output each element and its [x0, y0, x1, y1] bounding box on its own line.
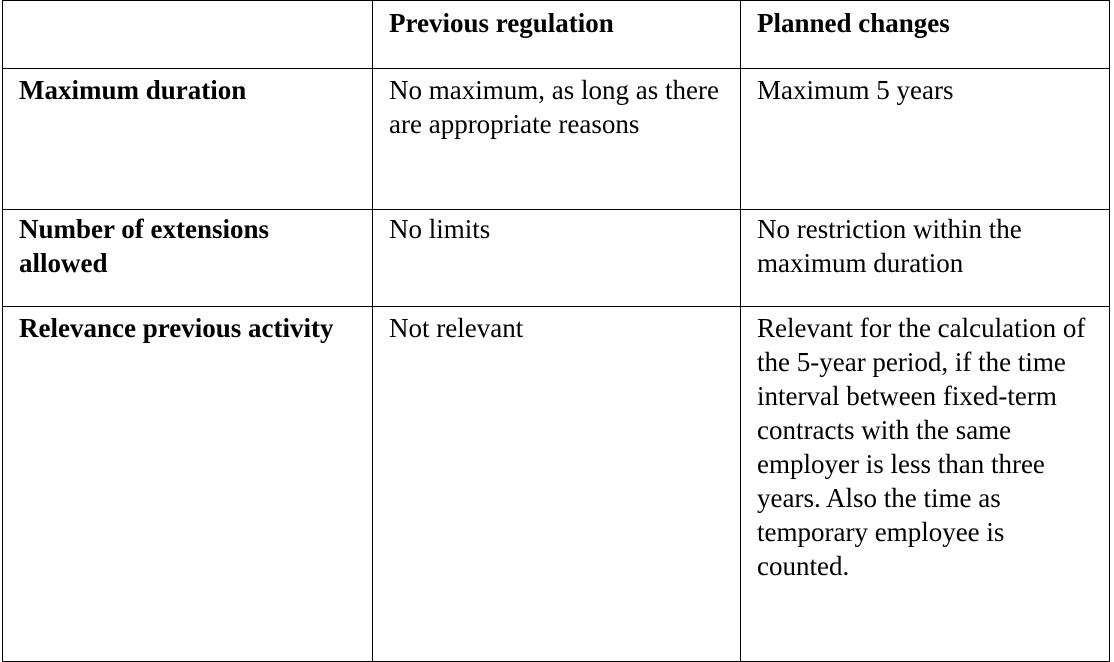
cell-planned: Maximum 5 years [741, 69, 1110, 210]
header-cell-planned-changes: Planned changes [741, 1, 1110, 69]
cell-previous: No limits [373, 210, 741, 307]
table-row [3, 210, 1110, 307]
cell-planned: No restriction within the maximum duration [741, 210, 1110, 307]
table-row [3, 307, 1110, 662]
table-header-row [3, 1, 1110, 69]
comparison-table [2, 0, 1110, 662]
row-label-maximum-duration: Maximum duration [3, 69, 373, 210]
row-label-number-of-extensions: Number of extensions allowed [3, 210, 373, 307]
header-cell-previous-regulation: Previous regulation [373, 1, 741, 69]
cell-planned: Relevant for the calculation of the 5-year period, if the time interval between fixed-term contracts with the same employer is less than three years. Also the time as temporary employee is counted. [741, 307, 1110, 662]
header-cell-empty [3, 1, 373, 69]
cell-previous: No maximum, as long as there are appropriate reasons [373, 69, 741, 210]
cell-previous: Not relevant [373, 307, 741, 662]
table-row [3, 69, 1110, 210]
row-label-relevance-previous-activity: Relevance previous activity [3, 307, 373, 662]
